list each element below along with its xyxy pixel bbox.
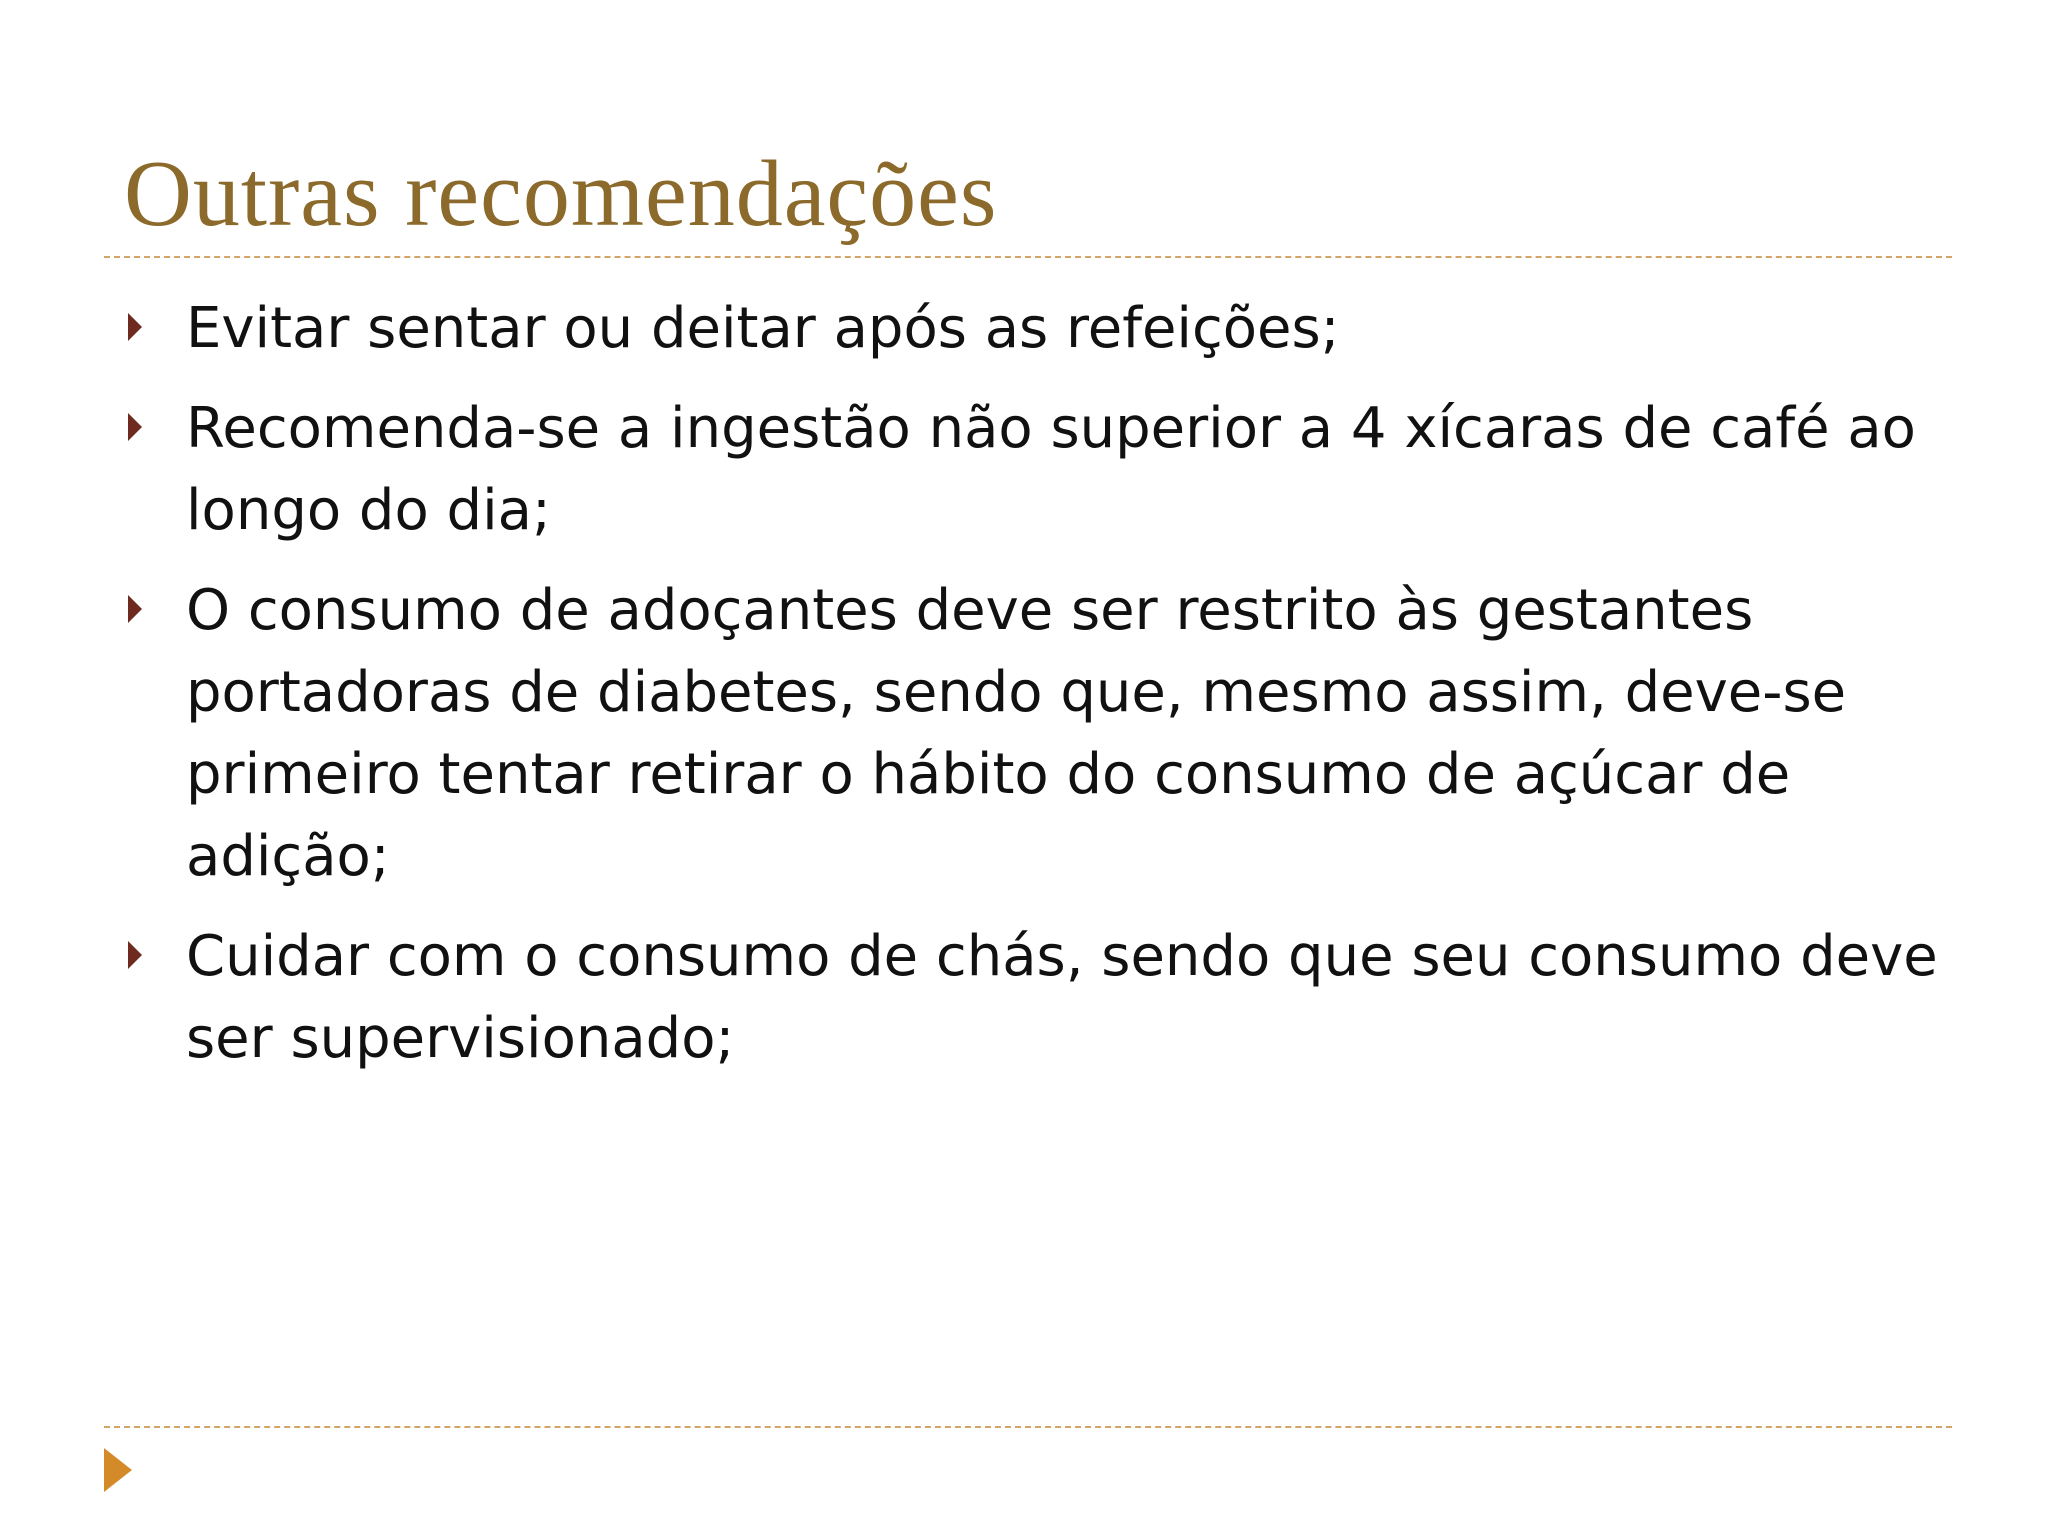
arrow-right-icon [104,1448,132,1492]
footer-divider [104,1426,1952,1428]
triangle-right-icon [128,941,142,969]
title-divider [104,256,1952,258]
list-item [124,388,1964,552]
list-item-text: Cuidar com o consumo de chás, sendo que seu consumo deve ser supervisionado; [186,924,1938,1071]
list-item-text: Recomenda-se a ingestão não superior a 4 xícaras de café ao longo do dia; [186,396,1916,543]
bullet-list [124,288,1964,1098]
list-item [124,570,1964,898]
triangle-right-icon [128,595,142,623]
list-item [124,288,1964,370]
slide-title: Outras recomendações [124,142,998,246]
list-item-text: O consumo de adoçantes deve ser restrito às gestantes portadoras de diabetes, sendo que, mesmo assim, deve-se primeiro tentar retirar o hábito do consumo de açúcar de adição; [186,578,1847,889]
list-item [124,916,1964,1080]
triangle-right-icon [128,313,142,341]
triangle-right-icon [128,413,142,441]
list-item-text: Evitar sentar ou deitar após as refeições; [186,296,1340,361]
